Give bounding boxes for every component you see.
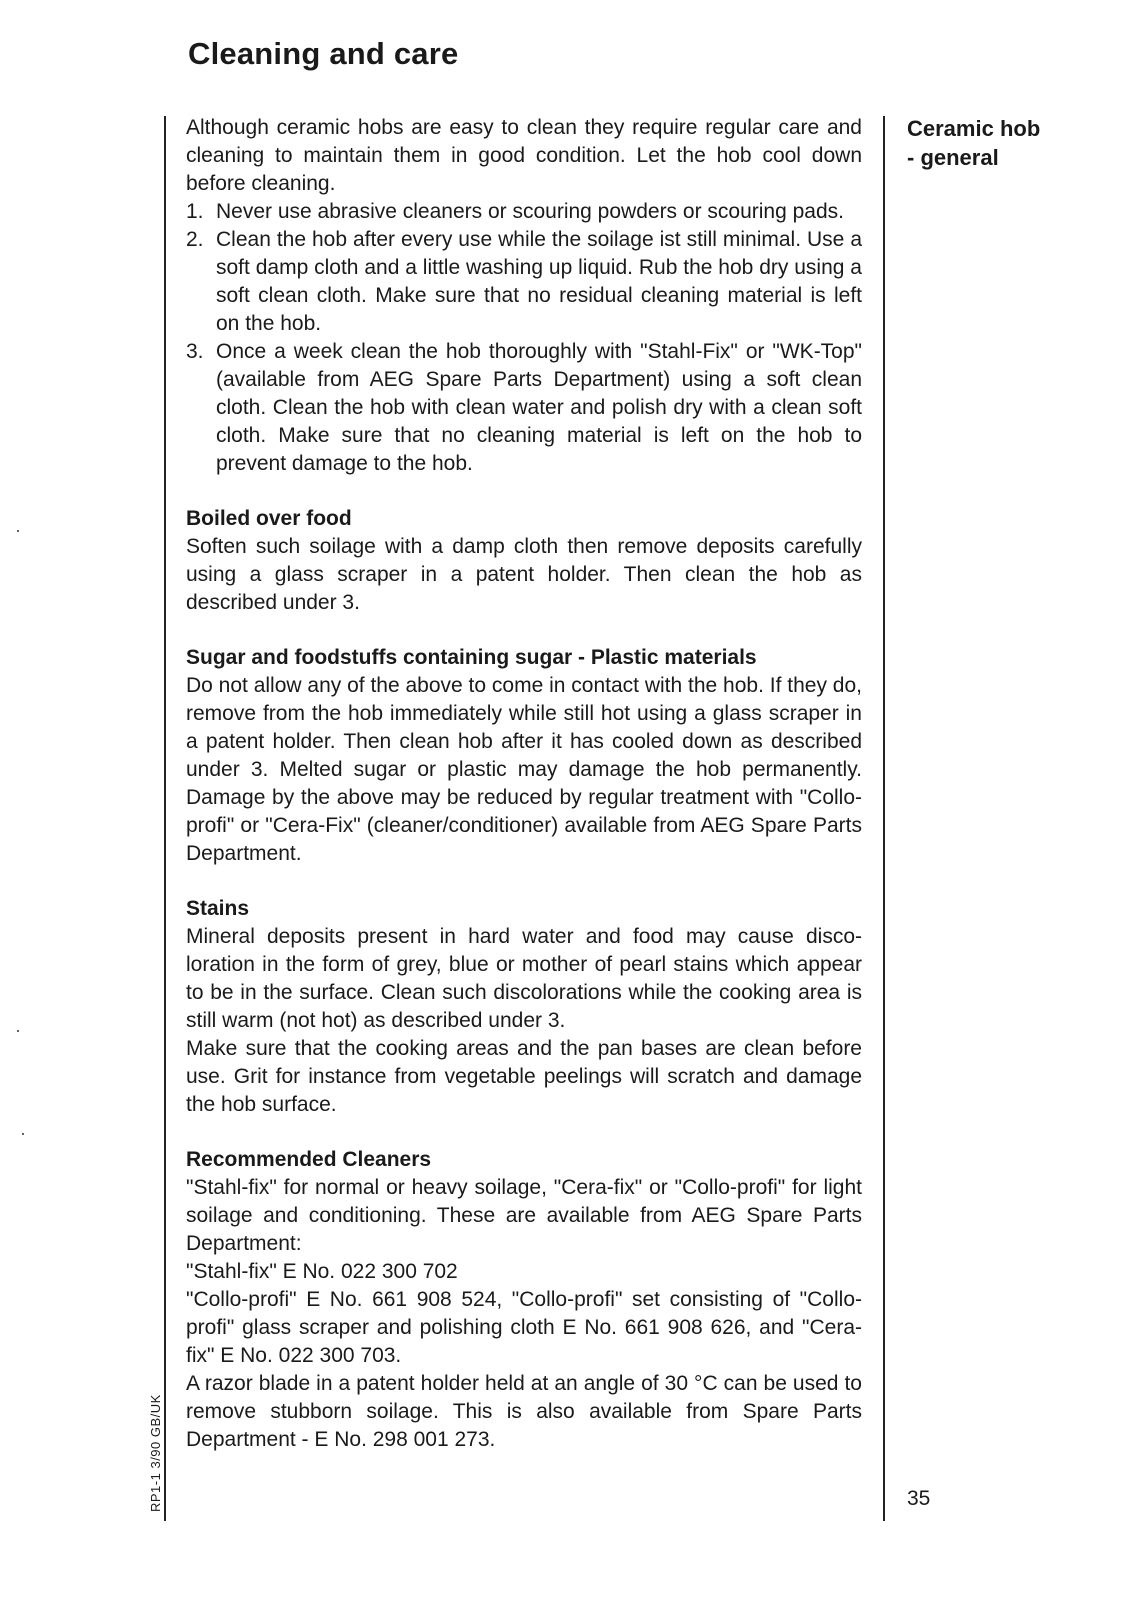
left-column-rule [164,116,166,1521]
section-heading: Recommended Cleaners [186,1148,432,1171]
section-sugar-plastic [186,644,862,868]
section-body: "Collo-profi" E No. 661 908 524, "Collo-profi" set consisting of "Collo-profi" glass scraper and polishing cloth E No. 661 908 626, and "Cera-fix" E No. 022 300 703. [186,1288,862,1367]
cleaning-steps-list [186,198,862,478]
section-boiled-over-food [186,505,862,617]
step-text: Never use abrasive cleaners or scouring powders or scouring pads. [216,200,844,223]
step-text: Clean the hob after every use while the soilage ist still minimal. Use a soft damp cloth and a little washing up liquid. Rub the hob dry using a soft clean cloth. Make sure that no residual cleaning material is left on the hob. [216,228,862,335]
step-number: 1. [186,200,204,223]
section-heading: Sugar and foodstuffs containing sugar - Plastic materials [186,646,757,669]
scan-speck [17,530,19,532]
intro-paragraph: Although ceramic hobs are easy to clean they require regular care and cleaning to maintain them in good condition. Let the hob cool down before cleaning. [186,116,862,195]
step-number: 3. [186,340,204,363]
page-number: 35 [907,1487,931,1510]
section-body: "Stahl-fix" for normal or heavy soilage, "Cera-fix" or "Collo-profi" for light soilage and conditioning. These are available from AEG Spare Parts Department: [186,1176,862,1255]
scan-speck [22,1133,24,1135]
section-body: A razor blade in a patent holder held at an angle of 30 °C can be used to remove stubborn soilage. This is also available from Spare Parts Department - E No. 298 001 273. [186,1372,862,1451]
section-body: Do not allow any of the above to come in contact with the hob. If they do, remove from the hob immediately while still hot using a glass scraper in a patent holder. Then clean hob after it has cooled down as described under 3. Melted sugar or plastic may damage the hob permanently. Damage by the above may be reduced by regular treatment with "Collo-profi" or "Cera-Fix" (cleaner/conditioner) available from AEG Spare Parts Department. [186,674,862,865]
margin-code: RP1-1 3/90 GB/UK [148,1394,163,1512]
section-heading: Stains [186,897,250,920]
scan-speck [17,1030,19,1032]
list-item [186,226,862,338]
page-title: Cleaning and care [188,36,459,71]
right-column-rule [883,116,885,1521]
step-number: 2. [186,228,204,251]
section-stains [186,895,862,1119]
step-text: Once a week clean the hob thoroughly with "Stahl-Fix" or "WK-Top" (available from AEG Spare Parts Department) using a soft clean cloth. Clean the hob with clean water and polish dry with a clean soft cloth. Make sure that no cleaning material is left on the hob to prevent damage to the hob. [216,340,862,475]
side-heading-line-2: - general [907,145,999,170]
list-item [186,338,862,478]
section-recommended-cleaners [186,1146,862,1454]
section-body: Mineral deposits present in hard water and food may cause disco-loration in the form of grey, blue or mother of pearl stains which appear to be in the surface. Clean such discolorations while the cooking area is still warm (not hot) as described under 3. [186,925,862,1032]
side-heading-line-1: Ceramic hob [907,116,1041,141]
list-item [186,198,862,226]
main-content [186,114,862,1454]
section-body: Make sure that the cooking areas and the pan bases are clean before use. Grit for instance from vegetable peelings will scratch and damage the hob surface. [186,1037,862,1116]
section-heading: Boiled over food [186,507,352,530]
section-body: Soften such soilage with a damp cloth then remove deposits carefully using a glass scraper in a patent holder. Then clean the hob as described under 3. [186,535,862,614]
cleaner-part-number: "Stahl-fix" E No. 022 300 702 [186,1260,458,1283]
side-heading [907,114,1107,172]
